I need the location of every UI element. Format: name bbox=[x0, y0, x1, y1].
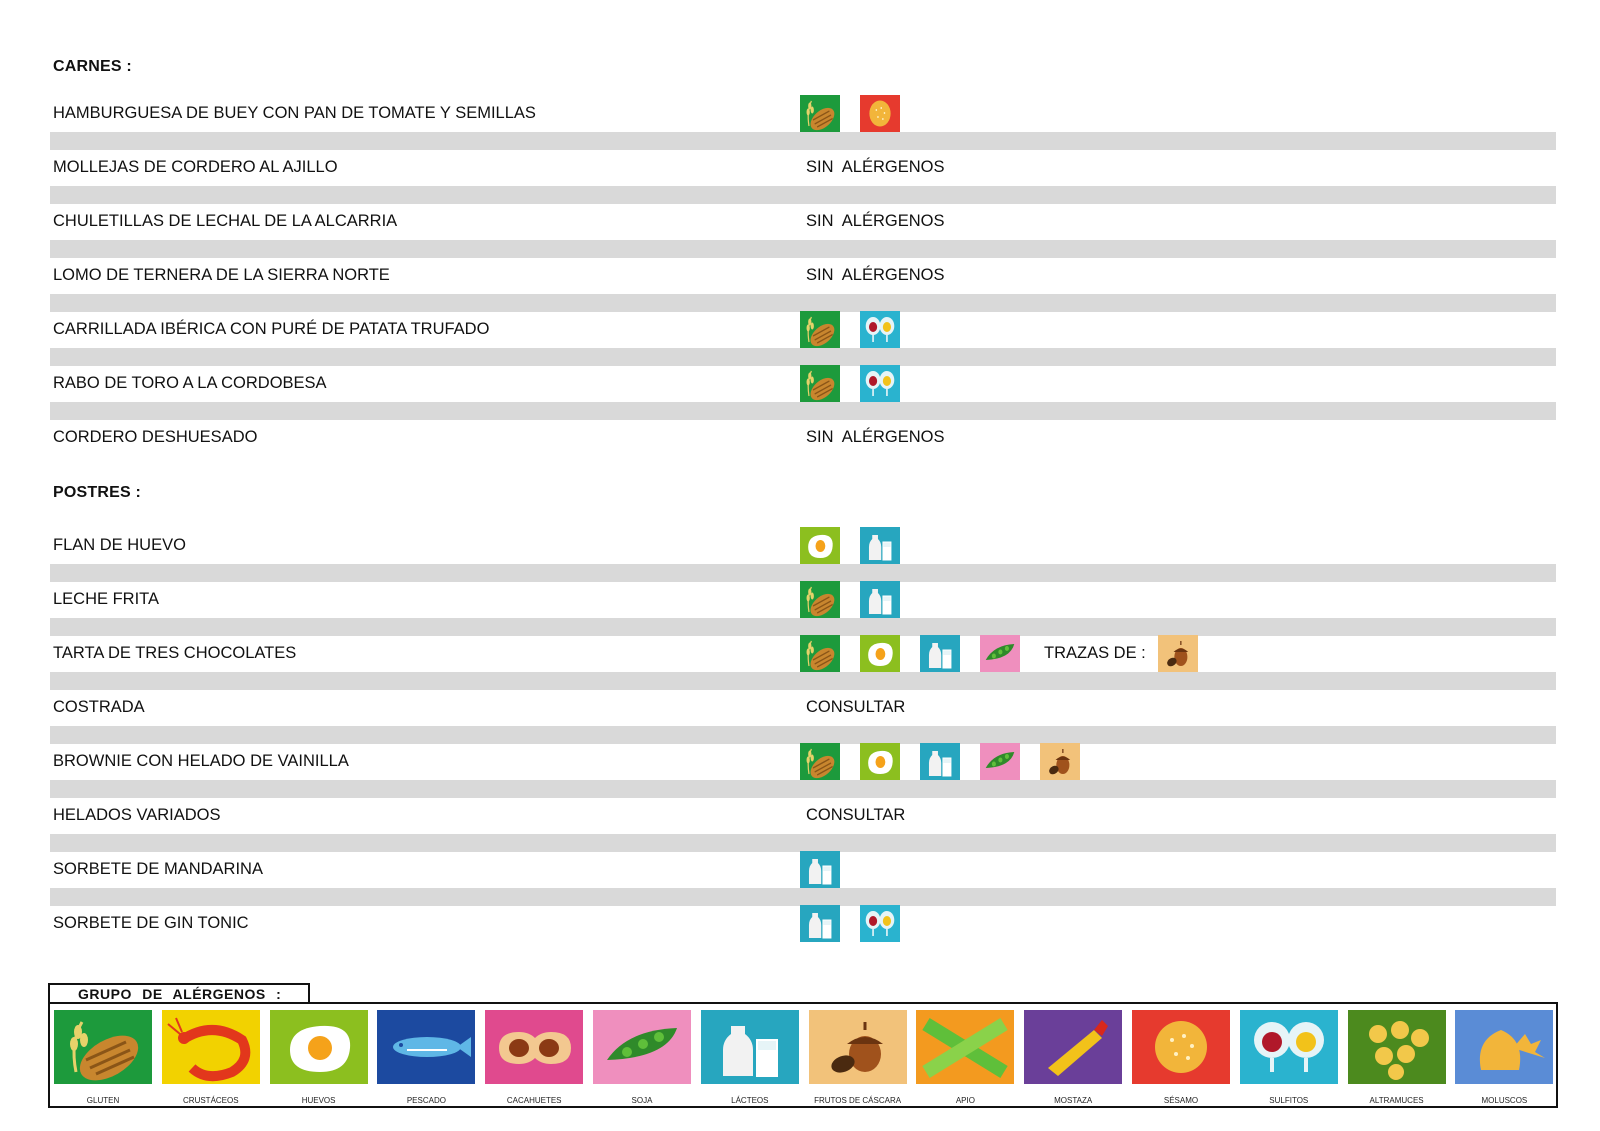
allergen-status-text: SIN ALÉRGENOS bbox=[806, 212, 945, 230]
dish-allergens bbox=[800, 365, 920, 402]
dish-allergens bbox=[800, 149, 944, 186]
wheat-bread-icon bbox=[54, 1010, 152, 1084]
legend-item-mostaza bbox=[1024, 1010, 1122, 1105]
allergen-status-text: SIN ALÉRGENOS bbox=[806, 158, 945, 176]
wheat-bread-icon bbox=[800, 365, 840, 402]
dish-row bbox=[50, 905, 1556, 960]
legend-label: SÉSAMO bbox=[1163, 1096, 1199, 1105]
trazas-label: TRAZAS DE : bbox=[1044, 644, 1146, 662]
shrimp-icon bbox=[162, 1010, 260, 1084]
dish-allergens bbox=[800, 689, 905, 726]
legend-label: FRUTOS DE CÁSCARA bbox=[814, 1096, 902, 1105]
dish-row bbox=[50, 635, 1556, 690]
dish-allergens bbox=[800, 851, 860, 888]
celery-icon bbox=[916, 1010, 1014, 1084]
dish-row bbox=[50, 527, 1556, 582]
legend-label: APIO bbox=[955, 1096, 975, 1105]
dish-allergens bbox=[800, 743, 1100, 780]
milk-bottle-icon bbox=[800, 905, 840, 942]
dish-allergens bbox=[800, 257, 944, 294]
legend-item-gluten bbox=[54, 1010, 152, 1105]
legend-label: ALTRAMUCES bbox=[1369, 1096, 1424, 1105]
milk-bottle-icon bbox=[800, 851, 840, 888]
dish-name: LECHE FRITA bbox=[53, 590, 160, 608]
wheat-bread-icon bbox=[800, 311, 840, 348]
dish-allergens bbox=[800, 311, 920, 348]
dish-row bbox=[50, 365, 1556, 420]
dish-row bbox=[50, 95, 1556, 150]
dish-row bbox=[50, 419, 1556, 474]
row-divider bbox=[50, 402, 1556, 420]
dish-name: CARRILLADA IBÉRICA CON PURÉ DE PATATA TRUFADO bbox=[53, 320, 490, 338]
legend-item-huevos bbox=[270, 1010, 368, 1105]
section-title-carnes: CARNES : bbox=[53, 58, 132, 75]
row-divider bbox=[50, 132, 1556, 150]
soy-pod-icon bbox=[980, 635, 1020, 672]
dish-name: FLAN DE HUEVO bbox=[53, 536, 186, 554]
row-divider bbox=[50, 240, 1556, 258]
dish-allergens bbox=[800, 581, 920, 618]
milk-bottle-icon bbox=[920, 743, 960, 780]
wine-glasses-icon bbox=[860, 905, 900, 942]
dish-allergens bbox=[800, 635, 1218, 672]
row-divider bbox=[50, 564, 1556, 582]
dish-name: BROWNIE CON HELADO DE VAINILLA bbox=[53, 752, 349, 770]
milk-bottle-icon bbox=[701, 1010, 799, 1084]
acorn-icon bbox=[1040, 743, 1080, 780]
allergen-status-text: CONSULTAR bbox=[806, 698, 906, 716]
legend-label: LÁCTEOS bbox=[731, 1096, 769, 1105]
fried-egg-icon bbox=[860, 743, 900, 780]
row-divider bbox=[50, 618, 1556, 636]
milk-bottle-icon bbox=[860, 527, 900, 564]
legend-item-apio bbox=[916, 1010, 1014, 1105]
dish-row bbox=[50, 689, 1556, 744]
dish-name: LOMO DE TERNERA DE LA SIERRA NORTE bbox=[53, 266, 390, 284]
dish-allergens bbox=[800, 95, 920, 132]
row-divider bbox=[50, 834, 1556, 852]
wine-glasses-icon bbox=[1240, 1010, 1338, 1084]
dish-row bbox=[50, 851, 1556, 906]
acorn-icon bbox=[1158, 635, 1198, 672]
dish-name: TARTA DE TRES CHOCOLATES bbox=[53, 644, 297, 662]
legend-item-sulfitos bbox=[1240, 1010, 1338, 1105]
sesame-bun-icon bbox=[860, 95, 900, 132]
dish-name: SORBETE DE MANDARINA bbox=[53, 860, 263, 878]
wine-glasses-icon bbox=[860, 311, 900, 348]
allergen-status-text: SIN ALÉRGENOS bbox=[806, 428, 945, 446]
dish-name: CHULETILLAS DE LECHAL DE LA ALCARRIA bbox=[53, 212, 398, 230]
fried-egg-icon bbox=[800, 527, 840, 564]
legend-label: CACAHUETES bbox=[506, 1096, 562, 1105]
lupin-beans-icon bbox=[1348, 1010, 1446, 1084]
legend-label: SOJA bbox=[631, 1096, 653, 1105]
row-divider bbox=[50, 348, 1556, 366]
dish-allergens bbox=[800, 527, 920, 564]
dish-name: CORDERO DESHUESADO bbox=[53, 428, 258, 446]
fried-egg-icon bbox=[860, 635, 900, 672]
legend-label: GLUTEN bbox=[86, 1096, 120, 1105]
dish-row bbox=[50, 257, 1556, 312]
row-divider bbox=[50, 672, 1556, 690]
soy-pod-icon bbox=[980, 743, 1020, 780]
legend-label: HUEVOS bbox=[301, 1096, 336, 1105]
dish-name: RABO DE TORO A LA CORDOBESA bbox=[53, 374, 327, 392]
dish-allergens bbox=[800, 203, 944, 240]
milk-bottle-icon bbox=[920, 635, 960, 672]
dish-row bbox=[50, 743, 1556, 798]
legend-item-crustaceos bbox=[162, 1010, 260, 1105]
allergen-status-text: CONSULTAR bbox=[806, 806, 906, 824]
row-divider bbox=[50, 780, 1556, 798]
legend-label: SULFITOS bbox=[1269, 1096, 1309, 1105]
legend-item-moluscos bbox=[1455, 1010, 1553, 1105]
dish-name: SORBETE DE GIN TONIC bbox=[53, 914, 249, 932]
dish-row bbox=[50, 203, 1556, 258]
legend-label: CRUSTÁCEOS bbox=[183, 1096, 239, 1105]
legend-item-altramuces bbox=[1348, 1010, 1446, 1105]
dish-row bbox=[50, 797, 1556, 852]
row-divider bbox=[50, 888, 1556, 906]
legend-item-pescado bbox=[377, 1010, 475, 1105]
mustard-bottle-icon bbox=[1024, 1010, 1122, 1084]
wheat-bread-icon bbox=[800, 635, 840, 672]
soy-pod-icon bbox=[593, 1010, 691, 1084]
fish-icon bbox=[377, 1010, 475, 1084]
wheat-bread-icon bbox=[800, 743, 840, 780]
acorn-icon bbox=[809, 1010, 907, 1084]
dish-name: HAMBURGUESA DE BUEY CON PAN DE TOMATE Y SEMILLAS bbox=[53, 104, 536, 122]
dish-name: HELADOS VARIADOS bbox=[53, 806, 221, 824]
dish-row bbox=[50, 149, 1556, 204]
legend-item-sesamo bbox=[1132, 1010, 1230, 1105]
sesame-bun-icon bbox=[1132, 1010, 1230, 1084]
allergen-legend bbox=[48, 1002, 1558, 1108]
fried-egg-icon bbox=[270, 1010, 368, 1084]
shell-icon bbox=[1455, 1010, 1553, 1084]
dish-name: COSTRADA bbox=[53, 698, 145, 716]
dish-row bbox=[50, 581, 1556, 636]
dish-allergens bbox=[800, 905, 920, 942]
legend-label: MOSTAZA bbox=[1054, 1096, 1093, 1105]
legend-label: PESCADO bbox=[406, 1096, 446, 1105]
dish-allergens bbox=[800, 419, 944, 456]
legend-item-soja bbox=[593, 1010, 691, 1105]
wine-glasses-icon bbox=[860, 365, 900, 402]
wheat-bread-icon bbox=[800, 581, 840, 618]
dish-allergens bbox=[800, 797, 905, 834]
allergen-status-text: SIN ALÉRGENOS bbox=[806, 266, 945, 284]
legend-label: MOLUSCOS bbox=[1481, 1096, 1528, 1105]
legend-item-cacahuetes bbox=[485, 1010, 583, 1105]
row-divider bbox=[50, 294, 1556, 312]
legend-item-lacteos bbox=[701, 1010, 799, 1105]
row-divider bbox=[50, 186, 1556, 204]
dish-name: MOLLEJAS DE CORDERO AL AJILLO bbox=[53, 158, 338, 176]
legend-title: GRUPO DE ALÉRGENOS : bbox=[48, 983, 310, 1003]
milk-bottle-icon bbox=[860, 581, 900, 618]
section-title-postres: POSTRES : bbox=[53, 484, 142, 501]
dish-row bbox=[50, 311, 1556, 366]
legend-item-frutos bbox=[809, 1010, 907, 1105]
wheat-bread-icon bbox=[800, 95, 840, 132]
peanut-icon bbox=[485, 1010, 583, 1084]
row-divider bbox=[50, 726, 1556, 744]
